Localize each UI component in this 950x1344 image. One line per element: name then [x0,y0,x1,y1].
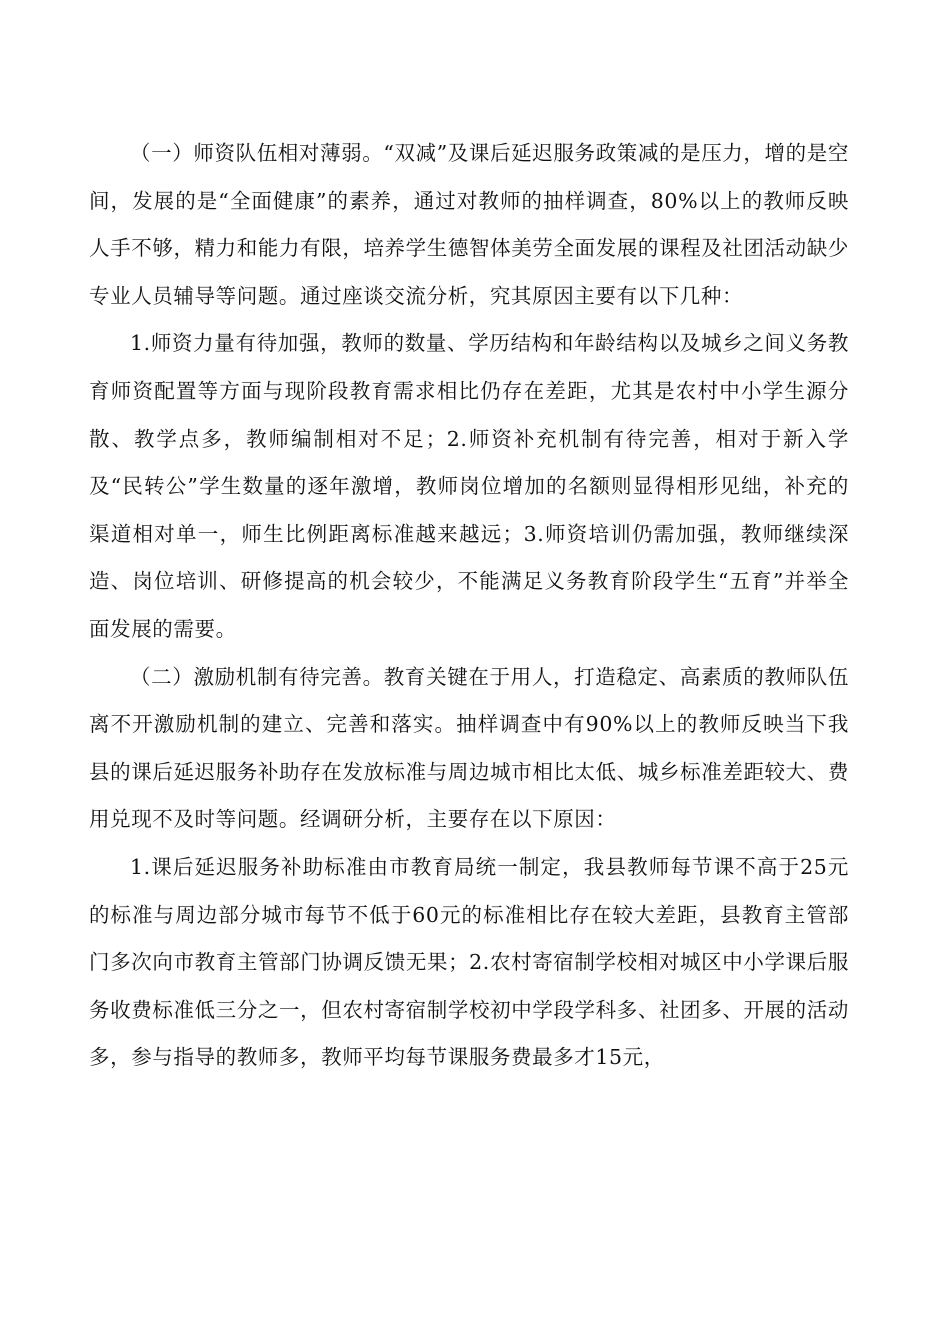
paragraph-teacher-team-weak: （一）师资队伍相对薄弱。“双减”及课后延迟服务政策减的是压力，增的是空间，发展的是“全面健康”的素养，通过对教师的抽样调查，80%以上的教师反映人手不够，精力和能力有限，培养学生德智体美劳全面发展的课程及社团活动缺少专业人员辅导等问题。通过座谈交流分析，究其原因主要有以下几种： [89,141,849,308]
paragraph-incentive-mechanism: （二）激励机制有待完善。教育关键在于用人，打造稳定、高素质的教师队伍离不开激励机制的建立、完善和落实。抽样调查中有90%以上的教师反映当下我县的课后延迟服务补助存在发放标准与周边城市相比太低、城乡标准差距较大、费用兑现不及时等问题。经调研分析，主要存在以下原因： [89,664,849,832]
paragraph-teacher-causes: 1.师资力量有待加强，教师的数量、学历结构和年龄结构以及城乡之间义务教育师资配置等方面与现阶段教育需求相比仍存在差距，尤其是农村中小学生源分散、教学点多，教师编制相对不足；2.师资补充机制有待完善，相对于新入学及“民转公”学生数量的逐年激增，教师岗位增加的名额则显得相形见绌，补充的渠道相对单一，师生比例距离标准越来越远；3.师资培训仍需加强，教师继续深造、岗位培训、研修提高的机会较少，不能满足义务教育阶段学生“五育”并举全面发展的需要。 [89,331,849,641]
document-body [89,130,849,1082]
paragraph-subsidy-causes: 1.课后延迟服务补助标准由市教育局统一制定，我县教师每节课不高于25元的标准与周边部分城市每节不低于60元的标准相比存在较大差距，县教育主管部门多次向市教育主管部门协调反馈无果；2.农村寄宿制学校相对城区中小学课后服务收费标准低三分之一，但农村寄宿制学校初中学段学科多、社团多、开展的活动多，参与指导的教师多，教师平均每节课服务费最多才15元， [89,854,849,1070]
